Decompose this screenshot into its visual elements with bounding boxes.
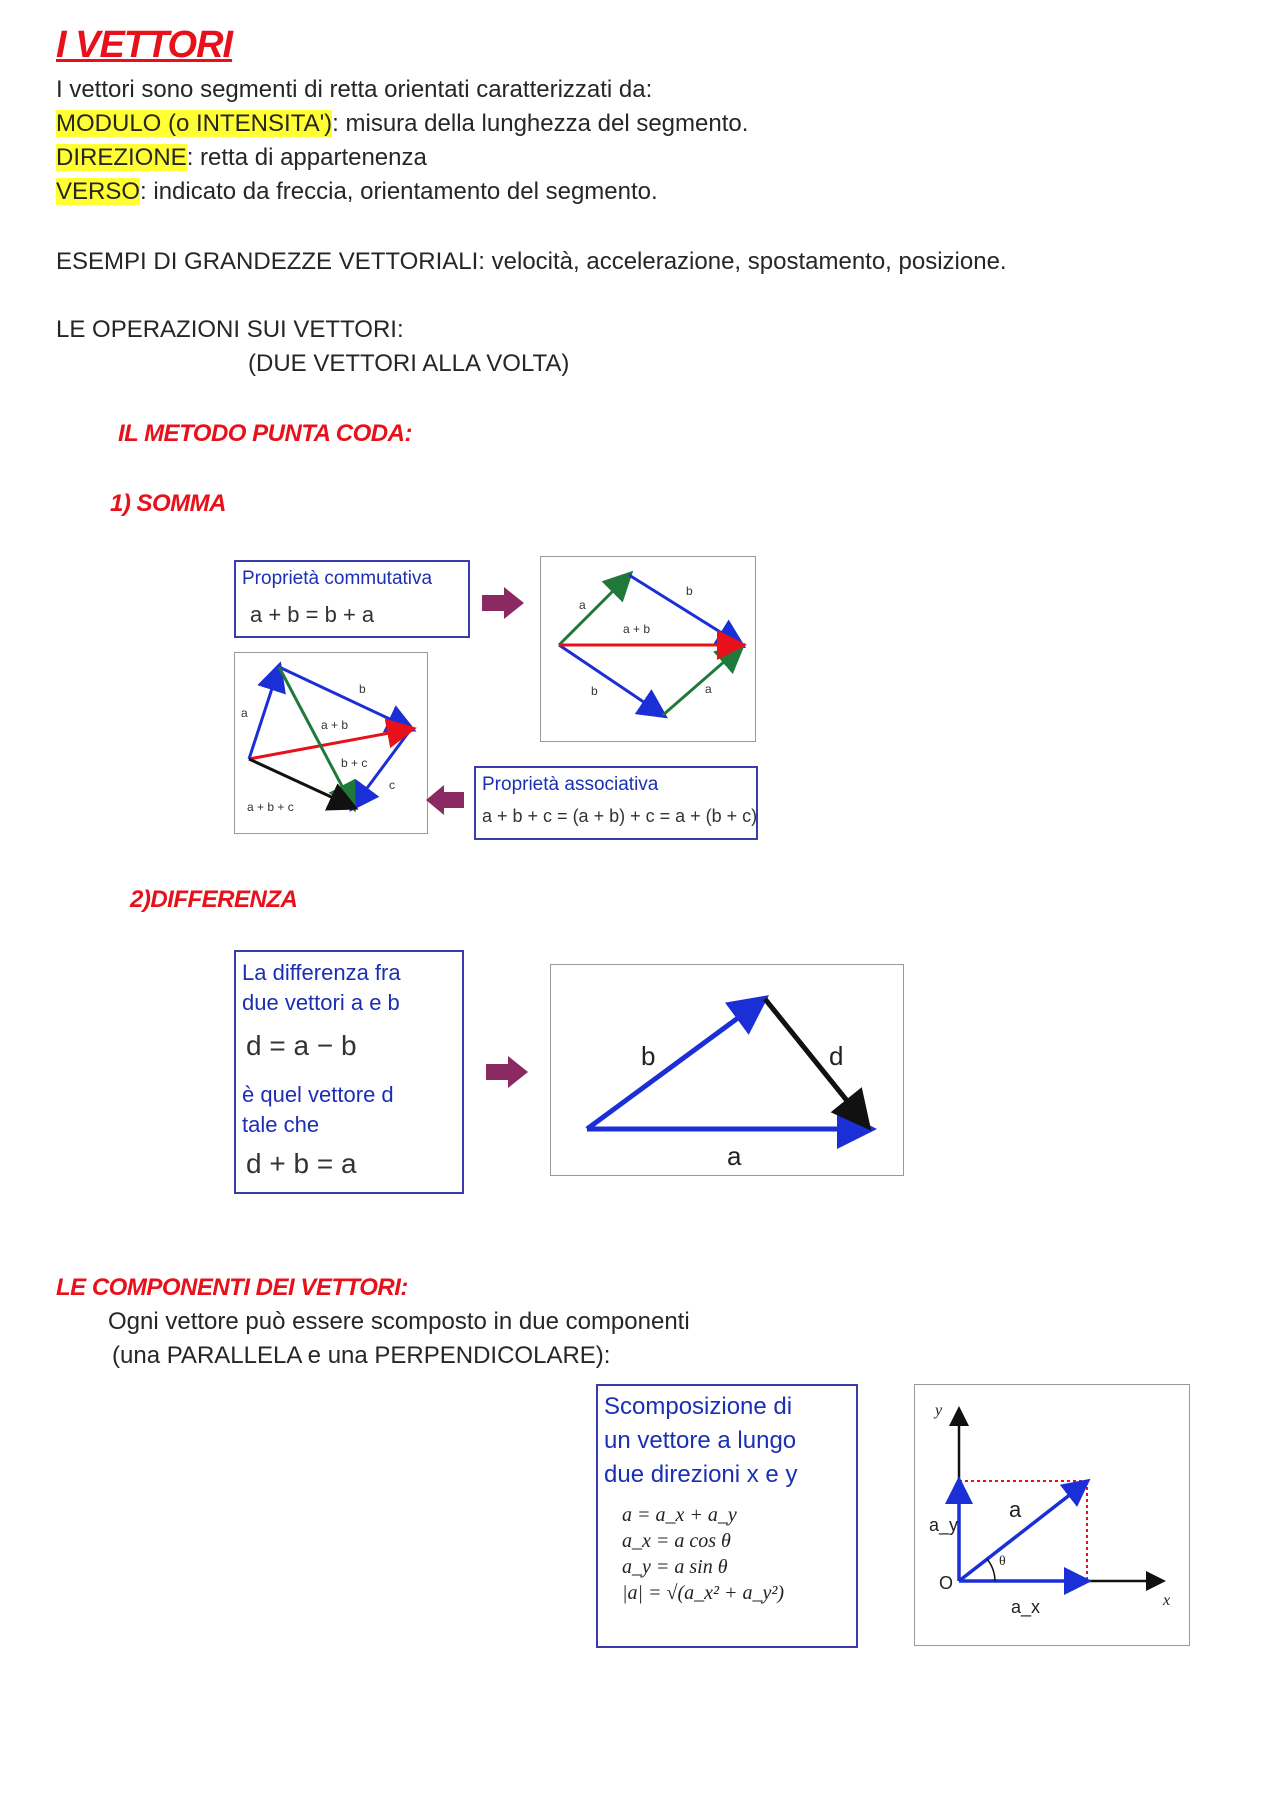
commutative-label: Proprietà commutativa xyxy=(242,568,433,589)
label-ab: a + b xyxy=(321,718,349,732)
right-arrow-icon xyxy=(480,586,526,620)
property-desc: : misura della lunghezza del segmento. xyxy=(332,110,749,137)
label-d: d xyxy=(829,1041,844,1071)
associative-box xyxy=(474,766,758,840)
decomp-formula-sum: a = a_x + a_y xyxy=(622,1504,737,1526)
components-line2: (una PARALLELA e una PERPENDICOLARE): xyxy=(112,1342,611,1369)
label-abc: a + b + c xyxy=(247,800,294,814)
page-title: I VETTORI xyxy=(56,24,233,66)
label-b: b xyxy=(686,584,693,598)
operations-note: (DUE VETTORI ALLA VOLTA) xyxy=(248,350,570,377)
decomp-line3: due direzioni x e y xyxy=(604,1461,798,1488)
diff-line4: tale che xyxy=(242,1112,320,1137)
right-arrow-icon xyxy=(484,1054,530,1090)
vector-a xyxy=(959,1483,1085,1581)
property-modulo xyxy=(56,110,748,138)
vector-a-bottom xyxy=(663,647,741,715)
difference-diagram xyxy=(550,964,904,1176)
vector-b-bottom xyxy=(559,645,663,715)
label-b: b xyxy=(641,1041,656,1071)
commutative-formula: a + b = b + a xyxy=(250,602,375,627)
decomp-formula-modulus: |a| = √(a_x² + a_y²) xyxy=(622,1582,785,1604)
components-title: LE COMPONENTI DEI VETTORI: xyxy=(56,1274,408,1301)
label-bc: b + c xyxy=(341,756,368,770)
label-x: x xyxy=(1163,1592,1171,1609)
intro-text: I vettori sono segmenti di retta orientati caratterizzati da: xyxy=(56,76,653,103)
components-line1: Ogni vettore può essere scomposto in due componenti xyxy=(108,1308,690,1335)
decomposition-box xyxy=(596,1384,858,1648)
vector-d xyxy=(765,999,865,1123)
vector-a xyxy=(249,667,279,759)
components-axes-diagram xyxy=(914,1384,1190,1646)
diff-formula2: d + b = a xyxy=(246,1148,357,1179)
label-a2: a xyxy=(705,682,712,696)
property-term: DIREZIONE xyxy=(56,144,187,171)
diff-line2: due vettori a e b xyxy=(242,990,400,1015)
label-b2: b xyxy=(591,684,598,698)
sum-parallelogram-diagram xyxy=(540,556,756,742)
decomp-line1: Scomposizione di xyxy=(604,1393,793,1420)
label-ay: a_y xyxy=(929,1515,959,1535)
label-a: a xyxy=(1009,1497,1022,1522)
property-verso xyxy=(56,178,658,206)
property-term: VERSO xyxy=(56,178,141,205)
property-direzione xyxy=(56,144,427,172)
vector-a-plus-b xyxy=(249,729,411,759)
vector-b xyxy=(587,1001,761,1129)
label-a: a xyxy=(579,598,586,612)
label-theta: θ xyxy=(999,1554,1006,1569)
decomp-line2: un vettore a lungo xyxy=(604,1427,797,1454)
property-desc: : retta di appartenenza xyxy=(186,144,427,171)
associative-diagram xyxy=(234,652,428,834)
sum-title: 1) SOMMA xyxy=(110,490,226,517)
label-b: b xyxy=(359,682,366,696)
associative-label: Proprietà associativa xyxy=(482,774,659,795)
decomp-formula-ax: a_x = a cos θ xyxy=(622,1530,731,1552)
label-origin: O xyxy=(939,1573,954,1593)
property-term: MODULO (o INTENSITA') xyxy=(56,110,333,137)
diff-formula1: d = a − b xyxy=(246,1030,357,1061)
theta-arc xyxy=(987,1559,995,1581)
label-ab: a + b xyxy=(623,622,651,636)
left-arrow-icon xyxy=(424,784,466,816)
decomp-formula-ay: a_y = a sin θ xyxy=(622,1556,728,1578)
associative-formula: a + b + c = (a + b) + c = a + (b + c) xyxy=(482,806,758,826)
label-a: a xyxy=(241,706,248,720)
vector-a-top xyxy=(559,575,629,645)
label-a: a xyxy=(727,1141,742,1171)
vector-b-plus-c xyxy=(279,667,353,807)
commutative-box xyxy=(234,560,470,638)
label-ax: a_x xyxy=(1011,1597,1041,1617)
diff-title: 2)DIFFERENZA xyxy=(130,886,298,913)
diff-line3: è quel vettore d xyxy=(242,1082,394,1107)
diff-line1: La differenza fra xyxy=(242,960,401,985)
label-c: c xyxy=(389,778,395,792)
examples-text: ESEMPI DI GRANDEZZE VETTORIALI: velocità, accelerazione, spostamento, posizione. xyxy=(56,248,1007,275)
label-y: y xyxy=(935,1402,943,1419)
method-title: IL METODO PUNTA CODA: xyxy=(118,420,412,447)
difference-box xyxy=(234,950,464,1194)
operations-title: LE OPERAZIONI SUI VETTORI: xyxy=(56,316,404,343)
property-desc: : indicato da freccia, orientamento del segmento. xyxy=(140,178,658,205)
